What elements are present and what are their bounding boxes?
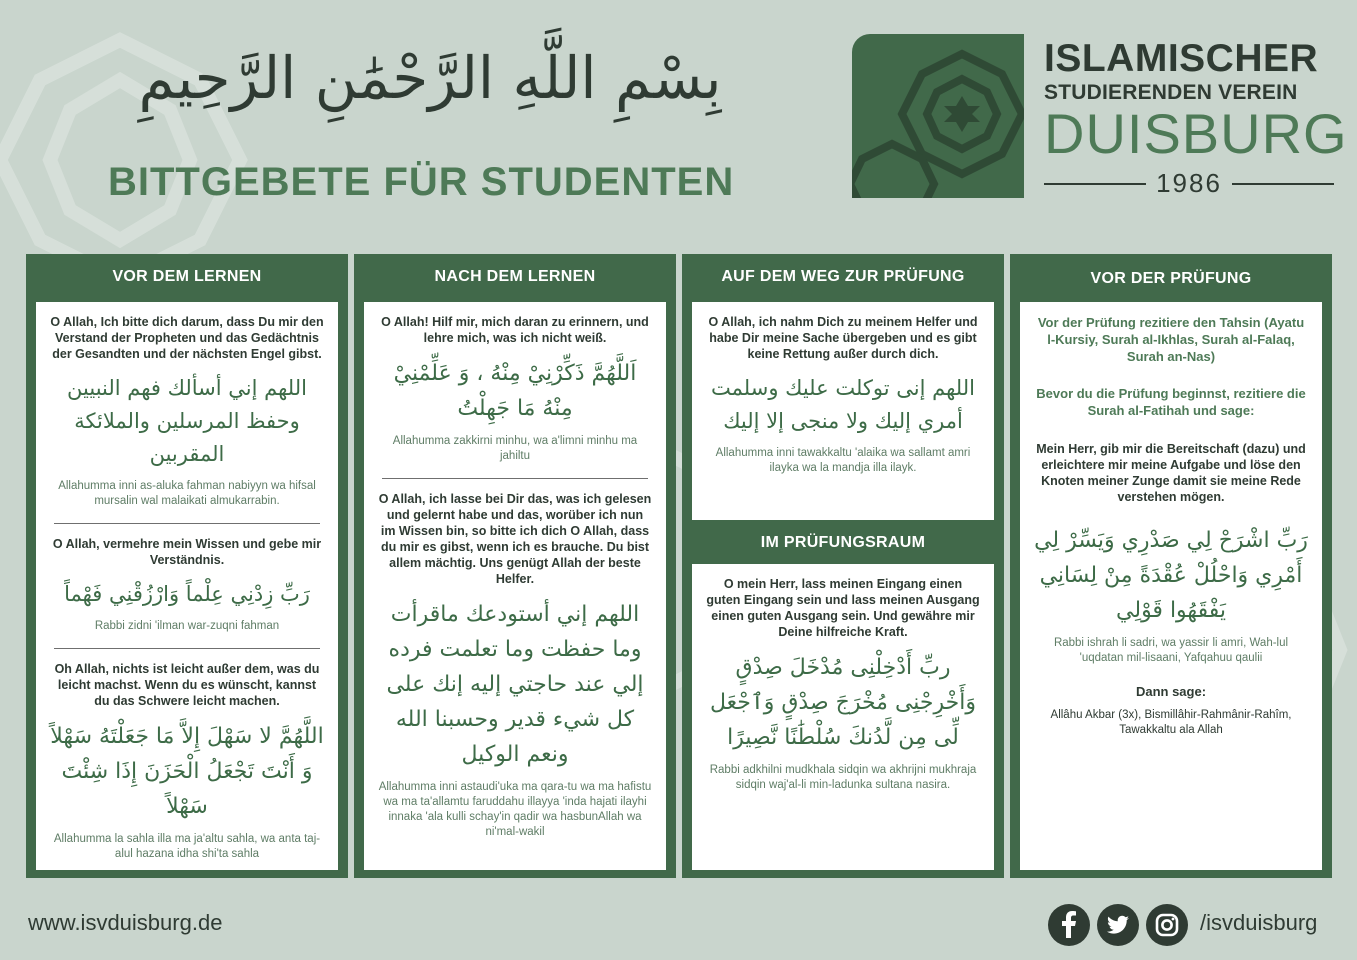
column-vor-dem-lernen	[26, 254, 348, 878]
info-fatihah: Bevor du die Prüfung beginnst, rezitiere die Surah al-Fatihah und sage:	[1036, 386, 1306, 418]
divider	[382, 478, 648, 479]
prayer-transliteration: Rabbi ishrah li sadri, wa yassir li amri, Wah-lul 'uqdatan mil-lisaani, Yafqahuu qaulii	[1053, 637, 1289, 664]
prayer-arabic: رَبِّ اشْرَحْ لِي صَدْرِي وَيَسِّرْ لِي أَمْرِي وَاحْلُلْ عُقْدَةً مِنْ لِسَانِي يَفْقَهُوا قَوْلِي	[1034, 528, 1308, 623]
column-heading: VOR DEM LERNEN	[112, 268, 262, 285]
divider	[54, 648, 320, 649]
prayer-transliteration: Allahumma zakkirni minhu, wa a'limni minhu ma jahiltu	[392, 435, 638, 462]
column-heading: AUF DEM WEG ZUR PRÜFUNG	[721, 268, 965, 285]
prayer-german: O Allah, Ich bitte dich darum, dass Du mir den Verstand der Propheten und das Gedächtnis der Gesandten und der nächsten Engel gibst.	[50, 315, 324, 361]
page-title: BITTGEBETE FÜR STUDENTEN	[108, 160, 735, 204]
column-nach-dem-lernen	[354, 254, 676, 878]
logo-wordmark	[1044, 37, 1348, 199]
prayer-transliteration: Rabbi adkhilni mudkhala sidqin wa akhrijni mukhraja sidqin waj'al-li min-ladunka sultana nasira.	[709, 764, 977, 791]
prayer-german: Oh Allah, nichts ist leicht außer dem, was du leicht machst. Wenn du es wünscht, kannst du das Schwere leicht machen.	[54, 662, 320, 708]
divider	[54, 523, 320, 524]
column-heading: VOR DER PRÜFUNG	[1090, 270, 1252, 287]
prayer-german: O Allah, vermehre mein Wissen und gebe mir Verständnis.	[52, 537, 322, 567]
logo-year: 1986	[1156, 168, 1222, 198]
prayer-german: O mein Herr, lass meinen Eingang einen guten Eingang sein und lass meinen Ausgang einen guten Ausgang sein. Und gewähre mir Deine hilfreiche Kraft.	[706, 577, 980, 639]
prayer-arabic: اَللَّهُمَّ ذَكِّرْنِيْ مِنْهُ ، وَ عَلِّمْنِيْ مِنْهُ مَا جَهِلْتُ	[393, 361, 637, 421]
column-auf-dem-weg	[682, 254, 1004, 878]
prayer-german: O Allah, ich lasse bei Dir das, was ich gelesen und gelernt habe und das, worüber ich nun im Wissen bin, so bitte ich dich O Allah, dass du mir es gibst, wenn ich es brauche. Du bist allem mächtig. Uns genügt Allah der beste Helfer.	[378, 492, 652, 586]
prayer-card	[692, 302, 994, 520]
prayer-card	[1020, 302, 1322, 870]
then-label: Dann sage:	[1135, 684, 1207, 699]
prayer-transliteration: Allahumma inni as-aluka fahman nabiyyn wa hifsal mursalin wal malaikati almukarrabin.	[58, 480, 316, 507]
column-heading: NACH DEM LERNEN	[434, 268, 596, 285]
logo-line-duisburg: DUISBURG	[1044, 102, 1348, 165]
logo-rule-left	[1044, 183, 1146, 185]
prayer-arabic: اللهم إني أسألك فهم النبيين وحفظ المرسلين والملائكة المقربين	[67, 376, 307, 466]
logo-line-islamischer: ISLAMISCHER	[1044, 37, 1319, 80]
prayer-german: Mein Herr, gib mir die Bereitschaft (dazu) und erleichtere mir meine Aufgabe und löse den Knoten meiner Zunge damit sie meine Rede verstehen mögen.	[1036, 442, 1306, 504]
prayer-german: O Allah! Hilf mir, mich daran zu erinnern, und lehre mich, was ich nicht weiß.	[381, 315, 649, 345]
prayer-german: O Allah, ich nahm Dich zu meinem Helfer und habe Dir meine Sache übergeben und es gibt keine Rettung außer durch dich.	[708, 315, 978, 361]
basmala-calligraphy: بِسْمِ اللَّهِ الرَّحْمَٰنِ الرَّحِيمِ	[138, 44, 722, 112]
prayer-transliteration: Allahumma inni astaudi'uka ma qara-tu wa ma hafistu wa ma ta'allamtu faruddahu illayya 'inda hajati ilayhi innaka 'ala kulli schay'in qadir wa hasbunAllah wa ni'mal-wakil	[378, 781, 652, 838]
logo-line-studierenden-verein: STUDIERENDEN VEREIN	[1044, 81, 1298, 104]
social-handle[interactable]: /isvduisburg	[1200, 910, 1318, 935]
facebook-icon[interactable]	[1048, 904, 1090, 946]
then-text: Allâhu Akbar (3x), Bismillâhir-Rahmânir-Rahîm, Tawakkaltu ala Allah	[1050, 709, 1292, 736]
column-heading-pruefungsraum: IM PRÜFUNGSRAUM	[760, 534, 926, 551]
logo-rule-right	[1232, 183, 1334, 185]
column-vor-der-pruefung	[1010, 254, 1332, 878]
website-link[interactable]: www.isvduisburg.de	[28, 910, 223, 935]
prayer-arabic: اللَّهُمَّ لا سَهْلَ إِلاَّ مَا جَعَلْتَهُ سَهْلاً وَ أَنْتَ تَجْعَلُ الْحَزَنَ إِذَا شِئْتَ سَهْلاً	[50, 724, 324, 819]
info-tahsin: Vor der Prüfung rezitiere den Tahsin (Ayatu l-Kursiy, Surah al-Ikhlas, Surah al-Falaq, Surah an-Nas)	[1037, 315, 1305, 364]
prayer-arabic: اللهم إنى توكلت عليك وسلمت أمري إليك ولا منجى إلا إليك	[711, 376, 975, 433]
prayer-arabic: ربِّ أَدْخِلْنِى مُدْخَلَ صِدْقٍ وَأَخْرِجْنِى مُخْرَجَ صِدْقٍ وَٱجْعَل لِّى مِن لَّدُنكَ سُلْطَٰنًا نَّصِيرًا	[709, 655, 977, 750]
prayer-arabic: اللهم إني أستودعك ماقرأت وما حفظت وما تعلمت فرده إلي عند حاجتي إليه إنك على كل شيء قدير وحسبنا الله ونعم الوكيل	[386, 602, 644, 767]
prayer-card	[364, 302, 666, 870]
prayer-transliteration: Allahumma inni tawakkaltu 'alaika wa sallamt amri ilayka wa la mandja illa ilayk.	[715, 447, 971, 474]
prayer-arabic: رَبِّ زِدْنِي عِلْماً وَارْزُقْنِي فَهْماً	[64, 582, 310, 606]
logo-year-row	[1044, 168, 1334, 199]
prayer-card	[36, 302, 338, 870]
instagram-icon[interactable]	[1146, 904, 1188, 946]
prayer-transliteration: Rabbi zidni 'ilman war-zuqni fahman	[94, 620, 280, 632]
logo-emblem	[852, 34, 1024, 198]
prayer-transliteration: Allahumma la sahla illa ma ja'altu sahla, wa anta taj-alul hazana idha shi'ta sahla	[53, 833, 321, 860]
twitter-icon[interactable]	[1097, 904, 1139, 946]
prayer-card	[692, 564, 994, 870]
